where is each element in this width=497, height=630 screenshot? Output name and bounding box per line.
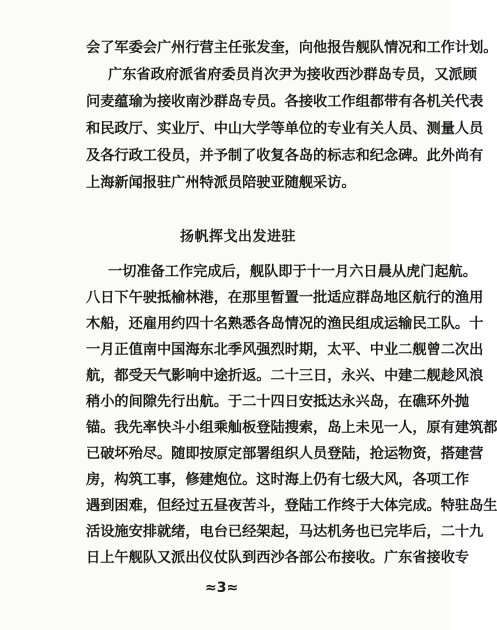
section-heading: 扬帆挥戈出发进驻	[180, 229, 296, 245]
paragraph-2-line-9: 房，构筑工事，修建炮位。这时海上仍有七级大风，各项工作	[86, 472, 470, 488]
paragraph-2-line-5: 航，都受天气影响中途折返。二十三日，永兴、中建二舰趁风浪	[86, 368, 484, 384]
paragraph-2-line-6: 稍小的间隙先行出航。于二十四日安抵达永兴岛，在礁环外抛	[86, 394, 470, 410]
paragraph-2-line-10: 遇到困难，但经过五昼夜苦斗，登陆工作终于大体完成。特驻岛生	[86, 498, 497, 514]
paragraph-2-line-1: 一切准备工作完成后，舰队即于十一月六日晨从虎门起航。	[108, 264, 477, 280]
paragraph-1-line-4: 和民政厅、实业厅、中山大学等单位的专业有关人员、测量人员	[86, 121, 484, 137]
paragraph-2-line-7: 锚。我先率快斗小组乘舢板登陆搜索，岛上未见一人，原有建筑都	[86, 420, 497, 436]
paragraph-1-line-6: 上海新闻报驻广州特派员陪驶亚随舰采访。	[86, 175, 356, 191]
paragraph-1-line-3: 问麦蕴瑜为接收南沙群岛专员。各接收工作组都带有各机关代表	[86, 94, 484, 110]
paragraph-1-line-1: 会了军委会广州行营主任张发奎，向他报告舰队情况和工作计划。	[86, 40, 497, 56]
paragraph-2-line-12: 日上午舰队又派出仪仗队到西沙各部公布接收。广东省接收专	[86, 550, 470, 566]
paragraph-1-line-5: 及各行政工役员，并予制了收复各岛的标志和纪念碑。此外尚有	[86, 148, 484, 164]
paragraph-2-line-2: 八日下午驶抵榆林港，在那里暂置一批适应群岛地区航行的渔用	[86, 290, 484, 306]
paragraph-2-line-8: 已破坏殆尽。随即按原定部署组织人员登陆，抢运物资，搭建营	[86, 446, 484, 462]
paragraph-2-line-4: 一月正值南中国海东北季风强烈时期，太平、中业二舰曾二次出	[86, 342, 484, 358]
paragraph-2-line-11: 活设施安排就绪，电台已经架起，马达机务也已完毕后，二十九	[86, 524, 484, 540]
paragraph-2-line-3: 木船，还雇用约四十名熟悉各岛情况的渔民组成运输民工队。十	[86, 316, 484, 332]
paragraph-1-line-2: 广东省政府派省府委员肖次尹为接收西沙群岛专员，又派顾	[108, 67, 477, 83]
page-number: ≈3≈	[205, 580, 239, 596]
